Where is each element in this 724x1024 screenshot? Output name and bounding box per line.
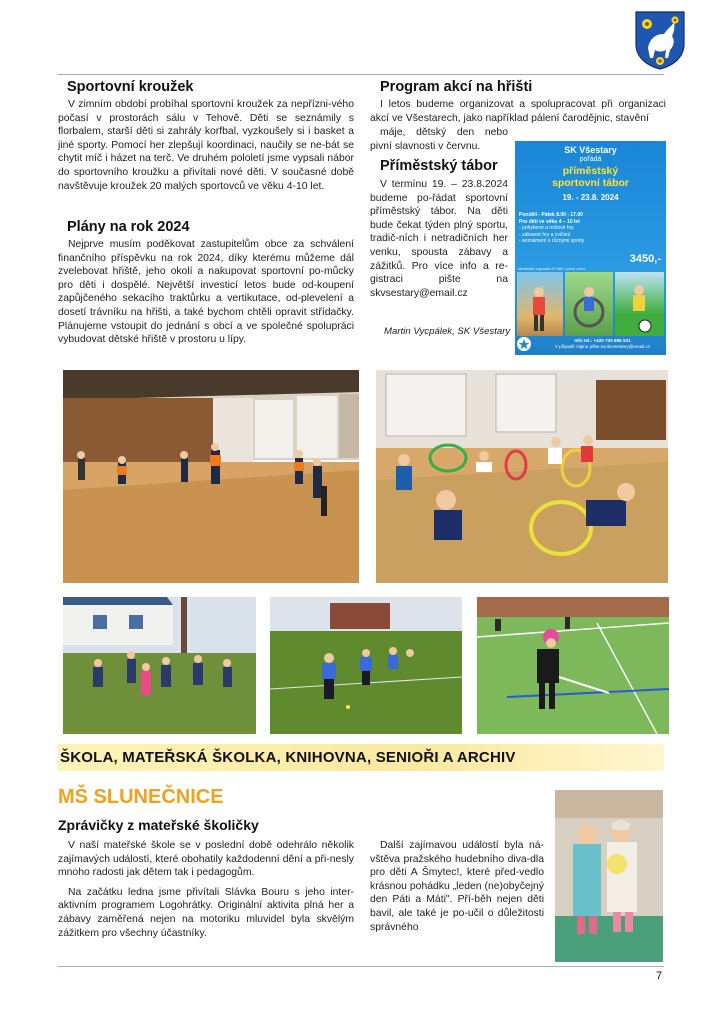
plany-text: Nejprve musím poděkovat zastupitelům obce za schválení finančního příspěvku na rok 2024, díky kterému můžeme dál zvelebovat hřiště, jeho okolí a nakupovat sportovní po-můcky pro děti i dospělé. Největší investicí letos bude od-koupení zapůjčeného sekacího traktůrku a vertikutace, od-plevelení a dosetí trávníku na hřišti, a také bychom chtěli opravit střídačky. Plánujeme vstoupit do jednání s obcí a ve společné spolupráci vybudovat dětské hřiště v prostoru u lípy.: [58, 239, 354, 346]
photo-outdoor-grass: [270, 597, 462, 734]
poster-logo-icon: [517, 337, 531, 351]
ms-col1: V naší mateřské škole se v poslední době odehrálo několik zajímavých událostí, které obohatily každodenní dění a při-nesly mnoho radosti jak dětem tak i pedagogům. Na začátku ledna jsme přivítali Slávka Bouru s jeho inter-aktivním programem Logohrátky. Originální aktivita plná her a zábavy zaměřená nejen na motoriku mluvidel byla skvělým zážitkem pro všechny účastníky.: [58, 840, 354, 939]
primestsky-text: V termínu 19. – 23.8.2024 budeme po-řádat sportovní příměstský tábor. Na děti bude čekat týden plný sportu, tradič-ních i netradičních her venku, spousta zábavy a zážitků. Pro více info a re-gistraci pište na skvsestary@email.cz: [370, 179, 508, 299]
photo-outdoor-clubhouse: [63, 597, 256, 734]
poster-title: příměstský sportovní tábor: [551, 165, 629, 189]
ms-heading: Zprávičky z mateřské školičky: [58, 817, 259, 833]
bottom-rule: [58, 966, 664, 967]
poster-dates: 19. - 23.8. 2024: [562, 193, 619, 202]
plany-heading: Plány na rok 2024: [67, 219, 190, 235]
primestsky-signature: Martin Vycpálek, SK Všestary: [384, 326, 511, 337]
ms-col2: Další zajímavou událostí byla ná-vštěva pražského hudebního diva-dla pro děti A Šmytec!, které před-vedlo krásnou pohádku „leden (ne)obyčejný den Páti a Máti". Pří-běh nejen děti bavil, ale také je po-učil o důležitosti správného: [370, 840, 544, 933]
camp-poster: [515, 141, 666, 355]
program-heading: Program akcí na hřišti: [380, 79, 533, 95]
poster-sub: pořádá: [579, 156, 602, 163]
sportovni-krouzek-heading: Sportovní kroužek: [67, 79, 194, 95]
poster-footnote: Maximální kapacita 20 dětí • první volno: [518, 267, 586, 271]
section-banner: [58, 744, 664, 771]
photo-hall-florbal: [63, 370, 359, 583]
section-banner-text: ŠKOLA, MATEŘSKÁ ŠKOLKA, KNIHOVNA, SENIOŘI A ARCHIV: [60, 749, 516, 766]
sportovni-krouzek-text: V zimním období probíhal sportovní kroužek za nepřízni-vého počasí v prostorách sálu v Tehově. Děti se seznámily s florbalem, starší děti si zahrály korfbal, vyzkoušely si i basket a jiné sporty. Pomocí her zlepšují koordinaci, naučily se ne-bát se chytit míč i házet na terč. Ve druhém pololetí jsme vypsali nábor do sportovního kroužku a přivítali nové děti. V současné době navštěvuje kroužek 20 malých sportovců ve věku 4-10 let.: [58, 99, 354, 192]
page-number: 7: [656, 970, 663, 982]
poster-photo-3: [615, 272, 664, 336]
top-rule: [58, 74, 664, 75]
poster-contact: Info tel.: +420 730 896 531 V případě zájmu pište na skvsestary@email.cz: [554, 338, 651, 349]
photo-hall-hoops: [376, 370, 668, 583]
poster-photo-2: [565, 272, 613, 336]
poster-org: SK Všestary: [564, 145, 617, 155]
photo-outdoor-court: [477, 597, 669, 734]
primestsky-heading: Příměstský tábor: [380, 158, 498, 174]
poster-photo-1: [517, 272, 563, 336]
coat-of-arms-icon: [634, 10, 686, 70]
photo-ms-children: [555, 790, 663, 962]
ms-title: MŠ SLUNEČNICE: [58, 786, 224, 808]
poster-info: Pondělí - Pátek 8.00 - 17.00 Pro děti ve věku 4 – 10 let - pohybové a míčové hry - zábavné hry a cvičení - seznámení s různými sporty: [519, 212, 585, 244]
program-text-wide: I letos budeme organizovat a spolupracovat při organizaci akcí ve Všestarech, jako například pálení čarodějnic, stavění: [370, 99, 666, 124]
poster-price: 3450,-: [629, 253, 661, 265]
program-text-narrow: máje, dětský den nebo pivní slavnosti v červnu.: [370, 127, 508, 152]
